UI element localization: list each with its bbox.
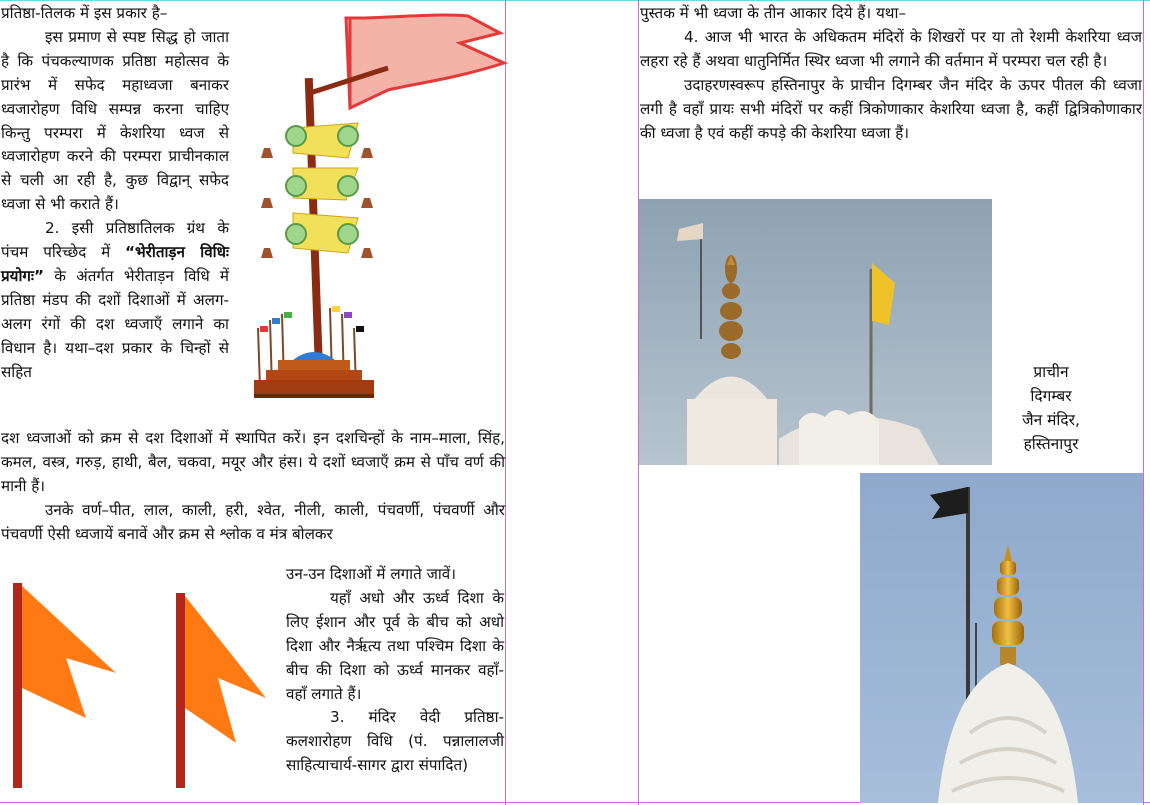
page-top-guide — [0, 0, 1150, 1]
left-paragraph-2-start: 2. इसी प्रतिष्ठातिलक ग्रंथ के पंचम परिच्छेद में — [1, 219, 229, 262]
saffron-flags-illustration — [8, 578, 278, 798]
temple-photo-dark-flag — [860, 473, 1143, 803]
right-top-line: पुस्तक में भी ध्वजा के तीन आकार दिये हैं। यथा– — [640, 4, 907, 22]
right-paragraph-4: 4. आज भी भारत के अधिकतम मंदिरों के शिखरों पर या तो रेशमी केशरिया ध्वज लहरा रहे हैं अथवा धातुनिर्मित स्थिर ध्वजा भी लगाने की वर्तमान में परम्परा चल रही है। — [640, 27, 1142, 70]
photo-caption — [1003, 360, 1099, 456]
left-column-lower — [286, 563, 504, 778]
caption-line-3: जैन मंदिर, — [1022, 411, 1080, 429]
left-paragraph-2-rest: के अंतर्गत भेरीताड़न विधि में प्रतिष्ठा मंडप की दशों दिशाओं में अलग-अलग रंगों की दश ध्वजाएँ लगाने का विधान है। यथा–दश प्रकार के चिन्हों से सहित — [1, 266, 229, 381]
left-paragraph-2 — [1, 217, 229, 384]
left-column-upper — [1, 2, 229, 385]
column-guide-right — [1143, 0, 1144, 805]
left-paragraph-3-end: उन-उन दिशाओं में लगाते जावें। — [286, 565, 456, 583]
caption-line-4: हस्तिनापुर — [1023, 435, 1079, 453]
flagpole-illustration — [238, 8, 508, 408]
caption-line-2: दिगम्बर — [1030, 387, 1072, 405]
left-paragraph-3: उनके वर्ण–पीत, लाल, काली, हरी, श्वेत, नीली, काली, पंचवर्णी, पंचवर्णी और पंचवर्णी ऐसी ध्वजायें बनावें और क्रम से श्लोक व मंत्र बोलकर — [1, 500, 505, 543]
left-paragraph-4: यहाँ अधो और ऊर्ध्व दिशा के लिए ईशान और पूर्व के बीच को अधो दिशा और नैर्ऋत्य तथा पश्चिम दिशा के बीच की दिशा को ऊर्ध्व मानकर वहाँ-वहाँ लगाते हैं। — [286, 588, 504, 703]
caption-line-1: प्राचीन — [1033, 363, 1069, 381]
left-paragraph-2-continued: दश ध्वजाओं को क्रम से दश दिशाओं में स्थापित करें। इन दशचिन्हों के नाम–माला, सिंह, कमल, वस्त्र, गरुड़, हाथी, बैल, चकवा, मयूर और हंस। ये दशों ध्वजाएँ क्रम से पाँच वर्ण की मानी हैं। — [1, 429, 505, 495]
left-top-line: प्रतिष्ठा-तिलक में इस प्रकार है– — [1, 4, 168, 22]
left-paragraph-5: 3. मंदिर वेदी प्रतिष्ठा-कलशारोहण विधि (पं. पन्नालालजी साहित्याचार्य-सागर द्वारा संपादित) — [286, 708, 504, 775]
left-paragraph-1: इस प्रमाण से स्पष्ट सिद्ध हो जाता है कि पंचकल्याणक प्रतिष्ठा महोत्सव के प्रारंभ में सफेद महाध्वजा बनाकर ध्वजारोहण विधि सम्पन्न करना चाहिए किन्तु परम्परा में केशरिया ध्वज से ध्वजारोहण करने की परम्परा प्राचीनकाल से चली आ रही है, कुछ विद्वान् सफेद ध्वजा से भी कराते हैं। — [1, 27, 229, 214]
right-paragraph-5: उदाहरणस्वरूप हस्तिनापुर के प्राचीन दिगम्बर जैन मंदिर के ऊपर पीतल की ध्वजा लगी है वहाँ प्रायः सभी मंदिरों पर कहीं त्रिकोणाकार केशरिया ध्वजा है, कहीं द्वित्रिकोणाकार की ध्वजा है एवं कहीं कपड़े की केशरिया ध्वजा हैं। — [640, 75, 1142, 142]
temple-photo-yellow-flag — [639, 199, 992, 465]
left-paragraph-2-bold: “भेरीताड़न विधिः प्रयोगः” — [1, 243, 229, 285]
left-column-full — [1, 427, 505, 547]
right-column — [640, 2, 1142, 145]
